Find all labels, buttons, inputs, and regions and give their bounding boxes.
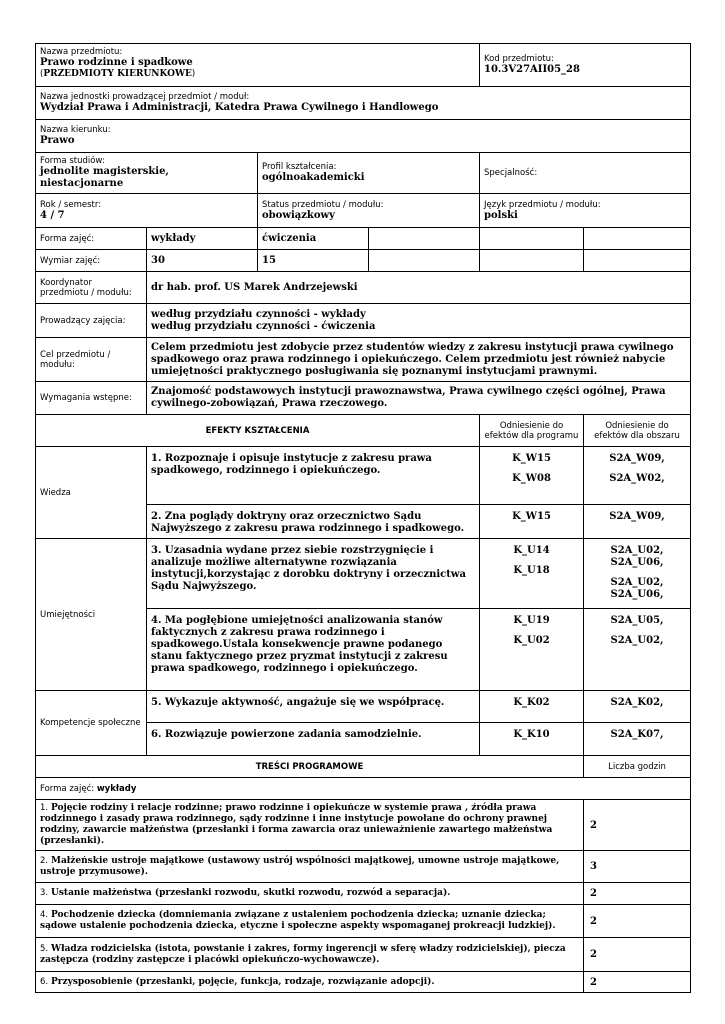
outcome-3-area-1: S2A_U02, [610,545,664,556]
unit-value: Wydział Prawa i Administracji, Katedra Prawa Cywilnego i Handlowego [40,102,439,113]
content-item-1-text: Pojęcie rodziny i relacje rodzinne; prawo rodzinne i opiekuńcze w systemie prawa , źródła prawa rodzinnego i zasady prawa rodzinnego, sądy rodzinne i inne instytucje powołane do ochrony prawnej rodziny, zawarcie małżeństwa (przesłanki i forma zawarcia oraz unieważnienie zawartego małżeństwa (przesłanki). [40,803,553,846]
profile-cell [258,153,480,194]
outcome-1-program [480,447,584,505]
goal-label: Cel przedmiotu / modułu: [36,338,147,382]
outcome-4-area-2: S2A_U02, [610,635,664,646]
outcome-2-area: S2A_W09, [584,505,691,539]
content-item-2-num: 2. [40,855,49,866]
outcome-3-area-4: S2A_U06, [610,589,664,600]
status-cell [258,194,480,228]
outcome-3-program-1: K_U14 [513,545,550,556]
outcome-6-text: 6. Rozwiązuje powierzone zadania samodzielnie. [147,723,480,756]
field-cell [36,120,691,153]
class-form-empty-1 [369,228,480,250]
content-item-4-text: Pochodzenie dziecka (domniemania związane z ustaleniem pochodzenia dziecka; uznanie dziecka; sądowe ustalenie pochodzenia dziecka, etyczne i społeczne aspekty wspomaganej prokreacji ludzkiej). [40,910,556,931]
outcomes-skills-label: Umiejętności [36,539,147,691]
field-label: Nazwa kierunku: [40,125,111,135]
outcome-1-area [584,447,691,505]
subject-name: Prawo rodzinne i spadkowe [40,57,193,68]
unit-label: Nazwa jednostki prowadzącej przedmiot / moduł: [40,92,250,102]
content-item-2-hours: 3 [584,851,691,883]
content-item-6-text: Przysposobienie (przesłanki, pojęcie, funkcja, rodzaje, rozwiązanie adopcji). [51,976,435,987]
content-item-4-num: 4. [40,910,49,920]
instructors-line-1: według przydziału czynności - wykłady [151,308,366,320]
instructors-cell [147,304,691,338]
outcomes-competence-label: Kompetencje społeczne [36,691,147,756]
outcome-2-text: 2. Zna poglądy doktryny oraz orzecznictwo Sądu Najwyższego z zakresu prawa rodzinnego i spadkowego. [147,505,480,539]
outcome-4-text: 4. Ma pogłębione umiejętności analizowania stanów faktycznych z zakresu prawa rodzinnego i spadkowego.Ustala konsekwencje prawne podanego stanu faktycznego przez pryzmat instytucji z zakresu prawa spadkowego, rodzinnego i opiekuńczego. [147,609,480,691]
outcome-6-area: S2A_K07, [584,723,691,756]
language-value: polski [484,209,518,221]
content-item-5-hours: 2 [584,938,691,972]
outcome-3-text: 3. Uzasadnia wydane przez siebie rozstrzygnięcie i analizuje możliwe alternatywne rozwiązania instytucji,korzystając z dorobku doktryny i orzecznictwa Sądu Najwyższego. [147,539,480,609]
subject-group: PRZEDMIOTY KIERUNKOWE [43,69,192,79]
content-item-3-hours: 2 [584,883,691,905]
hours-empty-2 [480,250,584,272]
requirements-value: Znajomość podstawowych instytucji prawoznawstwa, Prawa cywilnego części ogólnej, Prawa cywilnego-zobowiązań, Prawa rzeczowego. [147,382,691,415]
language-cell [480,194,691,228]
class-form-empty-2 [480,228,584,250]
outcome-1-program-2: K_W08 [512,473,551,484]
hours-lecture: 30 [147,250,258,272]
content-item-1-hours: 2 [584,800,691,851]
outcome-1-program-1: K_W15 [512,453,551,464]
outcome-5-area: S2A_K02, [584,691,691,723]
content-item-2-text: Małżeńskie ustroje majątkowe (ustawowy ustrój wspólności majątkowej, umowne ustroje majątkowe, ustroje przymusowe). [40,855,560,877]
year-label: Rok / semestr: [40,199,102,210]
field-value: Prawo [40,135,75,146]
outcome-3-area [584,539,691,609]
outcome-5-program: K_K02 [480,691,584,723]
content-item-1-num: 1. [40,803,49,813]
year-cell [36,194,258,228]
subject-cell: Nazwa przedmiotu: Prawo rodzinne i spadkowe (PRZEDMIOTY KIERUNKOWE) [36,44,480,87]
specialty-cell [480,153,691,194]
outcome-1-text: 1. Rozpoznaje i opisuje instytucje z zakresu prawa spadkowego, rodzinnego i opiekuńczego. [147,447,480,505]
outcomes-col-area: Odniesienie do efektów dla obszaru [584,415,691,447]
content-item [36,972,584,993]
study-form-value: jednolite magisterskie, niestacjonarne [40,166,169,189]
class-form-label: Forma zajęć: [36,228,147,250]
profile-value: ogólnoakademicki [262,172,365,183]
hours-empty-1 [369,250,480,272]
outcomes-title: EFEKTY KSZTAŁCENIA [36,415,480,447]
outcome-3-program [480,539,584,609]
outcome-3-area-3: S2A_U02, [610,577,664,588]
content-form-prefix: Forma zajęć: [40,783,95,794]
outcome-4-area [584,609,691,691]
instructors-label: Prowadzący zajęcia: [36,304,147,338]
requirements-label: Wymagania wstępne: [36,382,147,415]
syllabus-table [35,43,691,993]
coordinator-label: Koordynator przedmiotu / modułu: [36,272,147,304]
content-item [36,851,584,883]
outcome-3-program-2: K_U18 [513,565,550,576]
content-item-3-text: Ustanie małżeństwa (przesłanki rozwodu, skutki rozwodu, rozwód a separacja). [51,888,451,898]
outcome-3-area-2: S2A_U06, [610,557,664,568]
content-item-5-text: Władza rodzicielska (istota, powstanie i zakres, formy ingerencji w sferę władzy rodzicielskiej), piecza zastępcza (rodziny zastępcze i placówki opiekuńczo-wychowawcze). [40,943,566,965]
content-item [36,800,584,851]
language-label: Język przedmiotu / modułu: [484,199,601,210]
hours-empty-3 [584,250,691,272]
hours-label: Wymiar zajęć: [36,250,147,272]
class-form-lecture: wykłady [147,228,258,250]
content-item [36,905,584,938]
outcome-4-program-1: K_U19 [513,615,550,626]
outcome-4-program [480,609,584,691]
outcomes-knowledge-label: Wiedza [36,447,147,539]
code-label: Kod przedmiotu: [484,54,554,64]
content-form-value: wykłady [96,783,137,794]
outcome-1-area-2: S2A_W02, [609,473,665,484]
study-form-label: Forma studiów: [40,156,105,166]
content-form-row [36,778,691,800]
content-title: TREŚCI PROGRAMOWE [36,756,584,778]
goal-value: Celem przedmiotu jest zdobycie przez studentów wiedzy z zakresu instytucji prawa cywilnego spadkowego oraz prawa rodzinnego i opiekuńczego. Celem przedmiotu jest również nabycie umiejętności praktycznego posługiwania się poznanymi instytucjami prawnymi. [147,338,691,382]
code-cell [480,44,691,87]
content-item [36,883,584,905]
content-item-6-num: 6. [40,976,49,987]
specialty-label: Specjalność: [484,168,538,178]
subject-label: Nazwa przedmiotu: [40,47,123,57]
class-form-exercise: ćwiczenia [258,228,369,250]
syllabus-sheet [35,43,690,993]
outcome-2-program: K_W15 [480,505,584,539]
outcomes-col-program: Odniesienie do efektów dla programu [480,415,584,447]
unit-cell [36,87,691,120]
outcome-4-area-1: S2A_U05, [610,615,664,626]
content-item-3-num: 3. [40,888,49,898]
code-value: 10.3V27AII05_28 [484,64,580,75]
content-item-4-hours: 2 [584,905,691,938]
content-item [36,938,584,972]
profile-label: Profil kształcenia: [262,162,337,172]
hours-exercise: 15 [258,250,369,272]
instructors-line-2: według przydziału czynności - ćwiczenia [151,320,376,332]
status-value: obowiązkowy [262,209,335,221]
outcome-1-area-1: S2A_W09, [609,453,665,464]
year-value: 4 / 7 [40,209,65,221]
status-label: Status przedmiotu / modułu: [262,199,384,210]
outcome-5-text: 5. Wykazuje aktywność, angażuje się we współpracę. [147,691,480,723]
content-item-5-num: 5. [40,943,49,954]
outcome-4-program-2: K_U02 [513,635,550,646]
coordinator-value: dr hab. prof. US Marek Andrzejewski [147,272,691,304]
study-form-cell [36,153,258,194]
content-item-6-hours: 2 [584,972,691,993]
outcome-6-program: K_K10 [480,723,584,756]
class-form-empty-3 [584,228,691,250]
content-hours-col: Liczba godzin [584,756,691,778]
